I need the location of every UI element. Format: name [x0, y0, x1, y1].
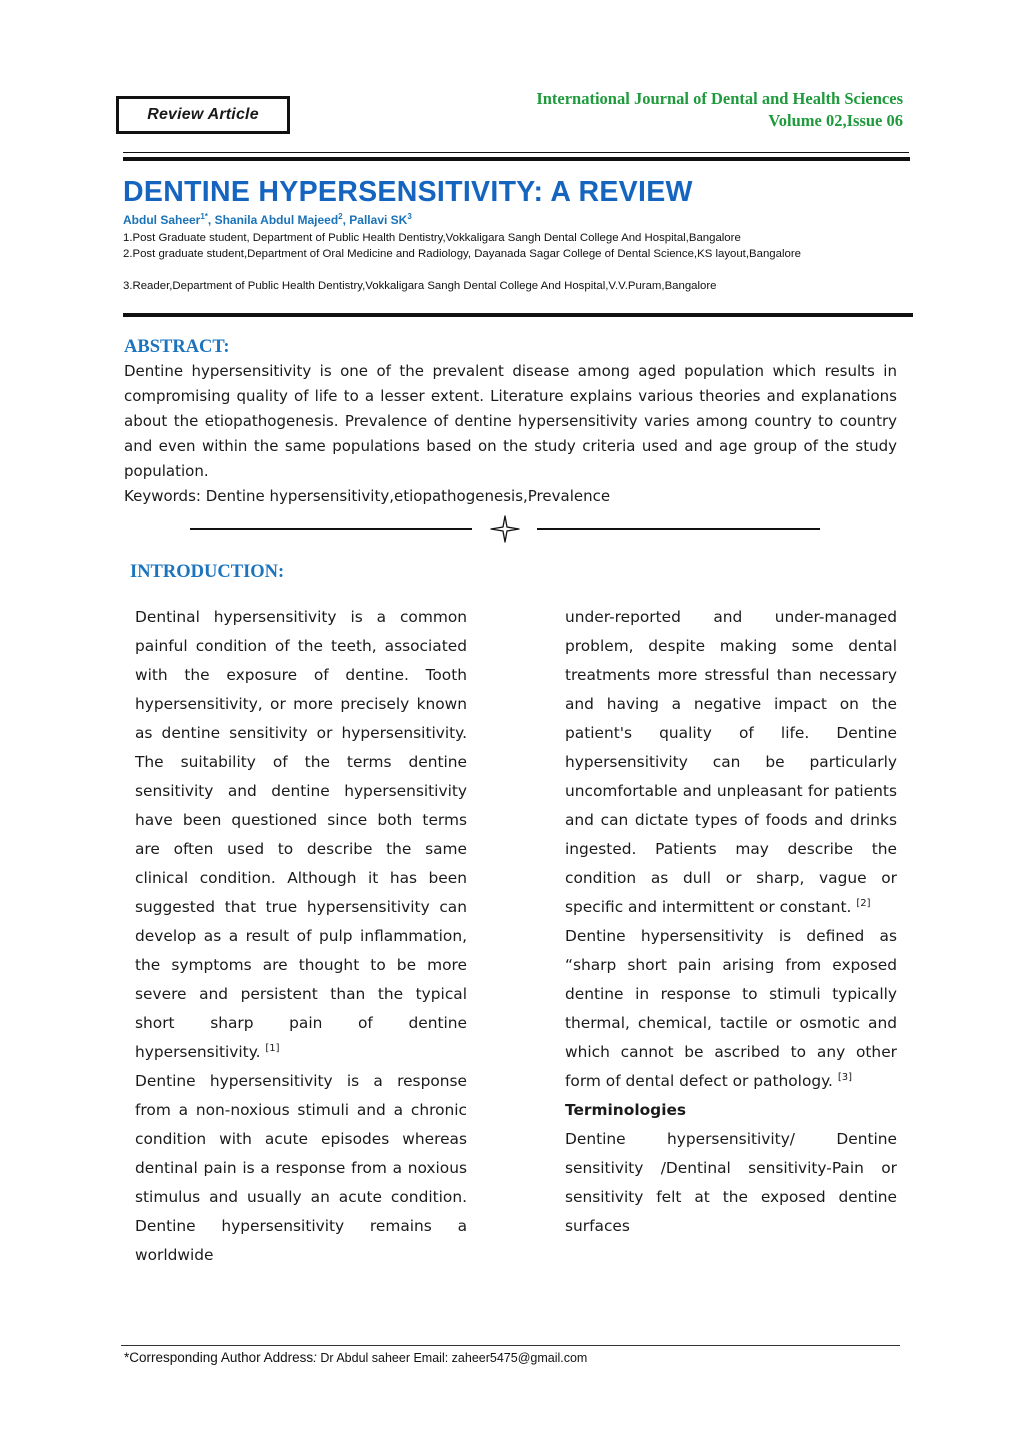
- footer-divider: [121, 1345, 900, 1346]
- introduction-heading: INTRODUCTION:: [130, 562, 285, 582]
- affiliation: 2.Post graduate student,Department of Oral Medicine and Radiology, Dayanada Sagar College of Dental Science,KS layout,Bangalore: [123, 248, 801, 260]
- paragraph: [135, 603, 467, 1067]
- author-list: Abdul Saheer$^{1*}$, Shanila Abdul Majeed$^2$, Pallavi $SK^3$: [123, 212, 412, 227]
- footer-details: Dr Abdul saheer Email: zaheer5475@gmail.com: [316, 1351, 588, 1365]
- journal-volume: Volume 02,Issue 06: [768, 111, 903, 130]
- keywords: Keywords: Dentine hypersensitivity,etiopathogenesis,Prevalence: [124, 487, 611, 505]
- header-divider-thin: [123, 152, 909, 153]
- journal-name: International Journal of Dental and Health Sciences: [536, 89, 903, 108]
- article-type-badge: Review Article: [116, 96, 290, 134]
- header-divider-thick: [123, 157, 910, 161]
- affiliation: 1.Post Graduate student, Department of Public Health Dentistry,Vokkaligara Sangh Dental College And Hospital,Bangalore: [123, 232, 741, 244]
- journal-header: [536, 88, 903, 132]
- abstract-heading: ABSTRACT:: [124, 337, 230, 357]
- separator-line-left: [190, 528, 472, 530]
- paragraph: Dentine hypersensitivity/ Dentine sensitivity /Dentinal sensitivity-Pain or sensitivity felt at the exposed dentine surfaces: [565, 1130, 897, 1235]
- corresponding-author-footer: [124, 1350, 587, 1365]
- subheading-terminologies: Terminologies: [565, 1101, 687, 1119]
- paragraph-text: Dentine hypersensitivity is defined as “sharp short pain arising from exposed dentine in response to stimuli typically thermal, chemical, tactile or osmotic and which cannot be ascribed to any other form of dental defect or pathology.: [565, 927, 897, 1090]
- affiliation: 3.Reader,Department of Public Health Dentistry,Vokkaligara Sangh Dental College And Hospital,V.V.Puram,Bangalore: [123, 280, 717, 292]
- author-superscript: 1*: [200, 212, 208, 221]
- author-name: Pallavi SK: [349, 213, 408, 227]
- footer-colon: :: [313, 1350, 317, 1365]
- affiliation-divider: [123, 313, 913, 317]
- paragraph: [565, 603, 897, 922]
- paragraph-text: Dentinal hypersensitivity is a common painful condition of the teeth, associated with the exposure of dentine. Tooth hypersensitivity, or more precisely known as dentine sensitivity or hypersensitivity. The suitability of the terms dentine sensitivity and dentine hypersensitivity have been questioned since both terms are often used to describe the same clinical condition. Although it has been suggested that true hypersensitivity can develop as a result of pulp inflammation, the symptoms are thought to be more severe and persistent than the typical short sharp pain of dentine hypersensitivity.: [135, 608, 467, 1061]
- column-left: [135, 603, 467, 1270]
- citation-ref: [1]: [265, 1042, 280, 1054]
- paragraph: [565, 922, 897, 1096]
- citation-ref: [3]: [837, 1071, 853, 1083]
- paragraph: Dentine hypersensitivity is a response from a non-noxious stimuli and a chronic condition with acute episodes whereas dentinal pain is a response from a noxious stimulus and usually an acute condition. Dentine hypersensitivity remains a worldwide: [135, 1072, 467, 1264]
- separator-line-right: [537, 528, 820, 530]
- author-superscript: 3: [407, 212, 412, 221]
- footer-label: *Corresponding Author Address: [124, 1350, 314, 1365]
- abstract-text: Dentine hypersensitivity is one of the prevalent disease among aged population which results in compromising quality of life to a lesser extent. Literature explains various theories and explanations about the etiopathogenesis. Prevalence of dentine hypersensitivity varies among country to country and even within the same populations based on the study criteria used and age group of the study population.: [124, 362, 897, 480]
- four-point-star-icon: [490, 515, 520, 543]
- abstract-body: [124, 359, 897, 509]
- author-name: Abdul Saheer: [123, 213, 201, 227]
- author-name: Shanila Abdul Majeed: [214, 213, 339, 227]
- paragraph-text: under-reported and under-managed problem, despite making some dental treatments more stressful than necessary and having a negative impact on the patient's quality of life. Dentine hypersensitivity can be particularly uncomfortable and unpleasant for patients and can dictate types of foods and drinks ingested. Patients may describe the condition as dull or sharp, vague or specific and intermittent or constant.: [565, 608, 897, 916]
- citation-ref: [2]: [856, 897, 871, 909]
- paper-title: DENTINE HYPERSENSITIVITY: A REVIEW: [123, 176, 693, 208]
- author-superscript: 2: [338, 212, 343, 221]
- column-right: [565, 603, 897, 1241]
